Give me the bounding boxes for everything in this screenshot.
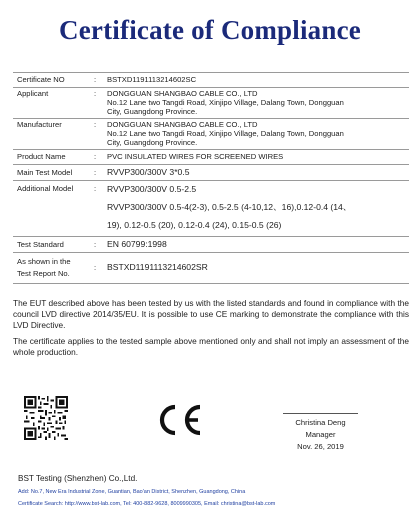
issuer-company: BST Testing (Shenzhen) Co.,Ltd. [18, 474, 138, 483]
applicant-line: No.12 Lane two Tangdi Road, Xinjipo Village, Dalang Town, Dongguan [107, 98, 344, 107]
manufacturer-line: DONGGUAN SHANGBAO CABLE CO., LTD [107, 120, 258, 129]
row-manufacturer [13, 119, 409, 150]
signatory-name: Christina Deng [295, 418, 346, 427]
colon: : [94, 184, 97, 193]
row-certificate-no [13, 72, 409, 88]
additional-model-line: 19), 0.12-0.5 (20), 0.12-0.4 (24), 0.15-0.5 (26) [107, 220, 282, 230]
colon: : [94, 75, 97, 84]
colon: : [94, 263, 97, 272]
qr-code-icon [24, 396, 68, 440]
manufacturer-value [107, 120, 405, 147]
colon: : [94, 152, 97, 161]
certificate-no-value: BSTXD1191113214602SC [107, 75, 197, 84]
scope-statement: The certificate applies to the tested sample above mentioned only and shall not imply an assessment of the whole production. [13, 336, 409, 357]
colon: : [94, 89, 97, 98]
certificate-details-table [13, 72, 409, 284]
colon: : [94, 168, 97, 177]
issuer-contact: Certificate Search: http://www.bst-lab.com, Tel: 400-882-9628, 8009990305, Email: christina@bst-lab.com [18, 501, 276, 507]
main-test-model-value: RVVP300/300V 3*0.5 [107, 167, 190, 177]
signature-line [283, 413, 358, 414]
row-applicant [13, 88, 409, 119]
certificate-no-label: Certificate NO [17, 75, 65, 84]
applicant-line: DONGGUAN SHANGBAO CABLE CO., LTD [107, 89, 258, 98]
signature-date: Nov. 26, 2019 [297, 442, 344, 451]
test-report-label [17, 256, 71, 280]
row-test-standard [13, 237, 409, 253]
row-product-name [13, 150, 409, 165]
product-name-value: PVC INSULATED WIRES FOR SCREENED WIRES [107, 152, 284, 161]
additional-model-label: Additional Model [17, 184, 74, 193]
additional-model-value [107, 183, 405, 231]
issuer-address: Add: No.7, New Era Industrial Zone, Guantian, Bao'an District, Shenzhen, Guangdong, China [18, 489, 246, 495]
additional-model-line: RVVP300/300V 0.5-4(2-3), 0.5-2.5 (4-10,12、16),0.12-0.4 (14、 [107, 202, 352, 212]
colon: : [94, 240, 97, 249]
colon: : [94, 120, 97, 129]
certificate-title: Certificate of Compliance [59, 15, 361, 45]
manufacturer-label: Manufacturer [17, 120, 62, 129]
product-name-label: Product Name [17, 152, 66, 161]
row-main-test-model [13, 165, 409, 181]
main-test-model-label: Main Test Model [17, 168, 73, 177]
applicant-label: Applicant [17, 89, 49, 98]
test-standard-value: EN 60799:1998 [107, 239, 167, 249]
row-additional-model [13, 181, 409, 237]
signatory-title: Manager [305, 430, 336, 439]
test-standard-label: Test Standard [17, 240, 64, 249]
test-report-no-value: BSTXD1191113214602SR [107, 262, 208, 272]
applicant-value [107, 89, 405, 116]
manufacturer-line: City, Guangdong Province. [107, 138, 198, 147]
test-report-label-line: As shown in the [17, 257, 71, 266]
ce-mark-icon [153, 403, 203, 437]
additional-model-line: RVVP300/300V 0.5-2.5 [107, 184, 197, 194]
compliance-statement: The EUT described above has been tested by us with the listed standards and found in compliance with the council LVD directive 2014/35/EU. It is possible to use CE marking to demonstrate the compliance with this LVD Directive. [13, 298, 409, 330]
manufacturer-line: No.12 Lane two Tangdi Road, Xinjipo Village, Dalang Town, Dongguan [107, 129, 344, 138]
applicant-line: City, Guangdong Province. [107, 107, 198, 116]
test-report-label-line: Test Report No. [17, 269, 70, 278]
row-test-report-no [13, 253, 409, 284]
